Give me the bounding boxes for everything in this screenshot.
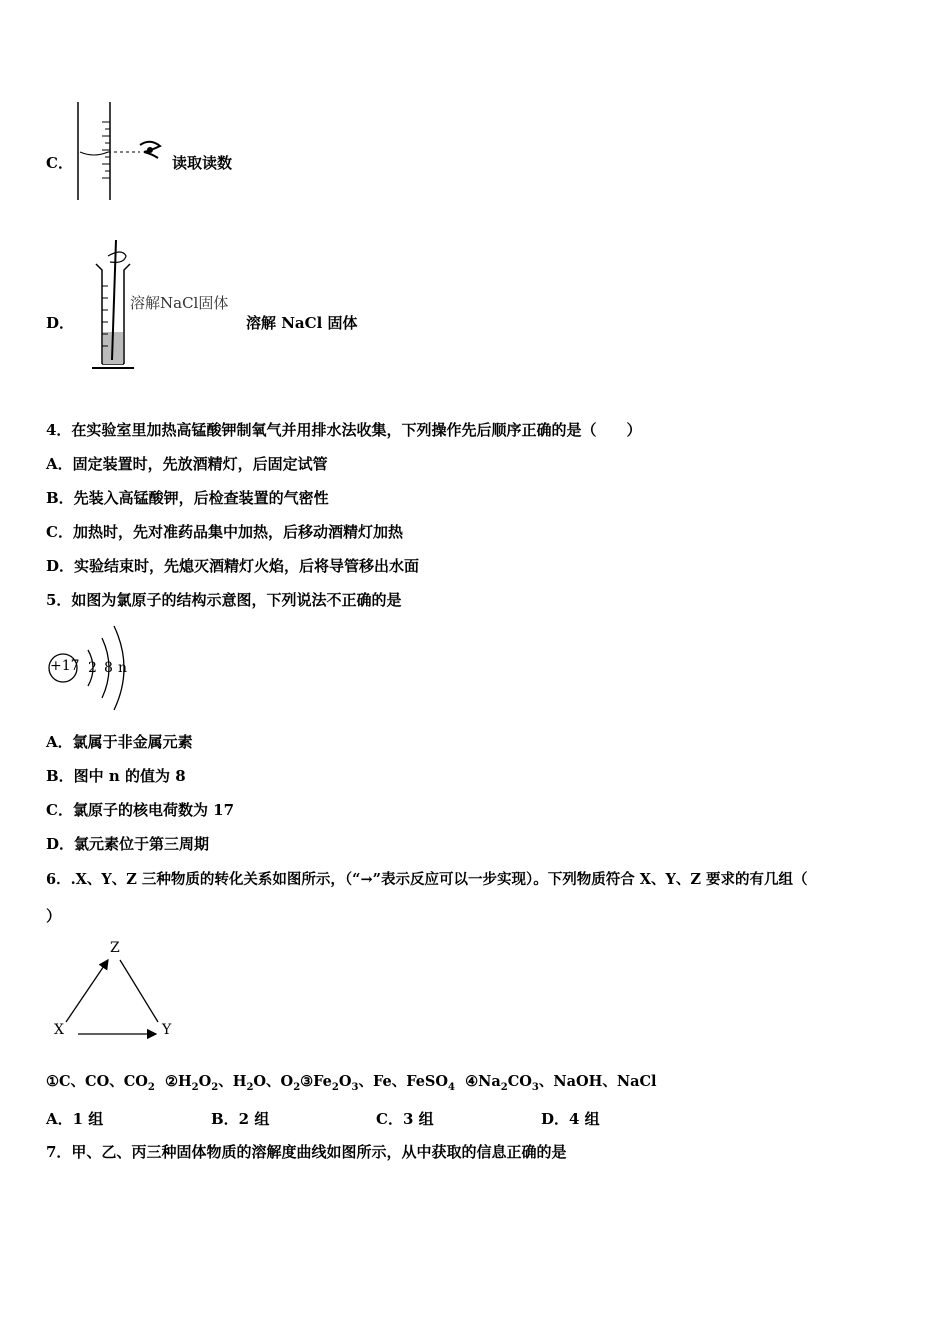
question-5-option-a: A．氯属于非金属元素 xyxy=(46,733,193,751)
node-x: X xyxy=(54,1022,64,1038)
q3-option-c-label: C． xyxy=(46,154,73,172)
question-5-option-c: C．氯原子的核电荷数为 17 xyxy=(46,801,235,819)
figure-caption-nacl: 溶解NaCl固体 xyxy=(130,294,229,312)
q3-option-d-text: 溶解 NaCl 固体 xyxy=(246,314,358,332)
group-3-rest-sub: 4 xyxy=(448,1081,455,1093)
group-3-rest: 、Fe、FeSO xyxy=(358,1073,449,1090)
group-1-text: C、CO、CO xyxy=(59,1073,148,1090)
shell-1-electrons: 2 xyxy=(88,660,97,676)
group-1-mark: ① xyxy=(46,1073,59,1090)
group-2-a-sub: 2 xyxy=(191,1081,199,1093)
nucleus-charge: +17 xyxy=(50,658,80,674)
question-6-stem: 6．.X、Y、Z 三种物质的转化关系如图所示，（“→”表示反应可以一步实现）。下列物质符合 X、Y、Z 要求的有几组（ xyxy=(46,871,808,888)
group-4-b-sub: 3 xyxy=(531,1081,539,1093)
group-3-a-sub: 2 xyxy=(331,1081,339,1093)
group-3-a: Fe xyxy=(313,1073,332,1090)
group-4-a: Na xyxy=(478,1073,501,1090)
group-4-a-sub: 2 xyxy=(500,1081,508,1093)
group-4-mark: ④ xyxy=(465,1073,479,1090)
question-4-option-d: D．实验结束时，先熄灭酒精灯火焰，后将导管移出水面 xyxy=(46,557,420,575)
question-5-stem: 5．如图为氯原子的结构示意图，下列说法不正确的是 xyxy=(46,591,402,609)
group-2-rest2: O、O xyxy=(253,1073,294,1090)
group-2-b: O xyxy=(198,1073,212,1090)
question-4-option-c: C．加热时，先对准药品集中加热，后移动酒精灯加热 xyxy=(46,523,403,541)
group-2-rest2-sub: 2 xyxy=(293,1081,301,1093)
group-4-b: CO xyxy=(507,1073,532,1090)
question-5-option-b: B．图中 n 的值为 8 xyxy=(46,767,186,785)
group-3-b-sub: 3 xyxy=(351,1081,359,1093)
shell-2-electrons: 8 xyxy=(104,660,113,676)
question-6-option-a: A．1 组 xyxy=(46,1110,104,1128)
question-4-option-a: A．固定装置时，先放酒精灯，后固定试管 xyxy=(46,455,328,473)
node-z: Z xyxy=(110,940,120,956)
group-2-b-sub: 2 xyxy=(211,1081,219,1093)
group-3-mark: ③ xyxy=(300,1073,314,1090)
shell-3-electrons: n xyxy=(118,660,128,676)
group-3-b: O xyxy=(338,1073,352,1090)
question-5-option-d: D．氯元素位于第三周期 xyxy=(46,835,210,853)
xyz-conversion-diagram xyxy=(50,938,180,1042)
group-2-mark: ② xyxy=(164,1073,178,1090)
question-6-option-b: B．2 组 xyxy=(211,1110,270,1128)
cylinder-reading-figure xyxy=(70,100,170,202)
group-2-rest-sub: 2 xyxy=(246,1081,254,1093)
group-2-a: H xyxy=(177,1073,192,1090)
group-4-rest: 、NaOH、NaCl xyxy=(538,1073,657,1090)
q3-option-d-label: D． xyxy=(46,314,75,332)
question-7-stem: 7．甲、乙、丙三种固体物质的溶解度曲线如图所示，从中获取的信息正确的是 xyxy=(46,1143,567,1161)
chlorine-atom-diagram xyxy=(44,624,134,712)
question-4-stem: 4．在实验室里加热高锰酸钾制氧气并用排水法收集，下列操作先后顺序正确的是（ ） xyxy=(46,421,642,439)
group-1-sub: 2 xyxy=(147,1081,155,1093)
question-6-stem-end: ） xyxy=(46,907,62,925)
question-6-option-d: D．4 组 xyxy=(541,1110,600,1128)
q3-option-c-text: 读取读数 xyxy=(172,154,233,172)
node-y: Y xyxy=(162,1022,172,1038)
group-2-rest: 、H xyxy=(218,1073,247,1090)
question-4-option-b: B．先装入高锰酸钾，后检查装置的气密性 xyxy=(46,489,329,507)
question-6-groups xyxy=(46,1072,657,1092)
question-6-option-c: C．3 组 xyxy=(376,1110,434,1128)
